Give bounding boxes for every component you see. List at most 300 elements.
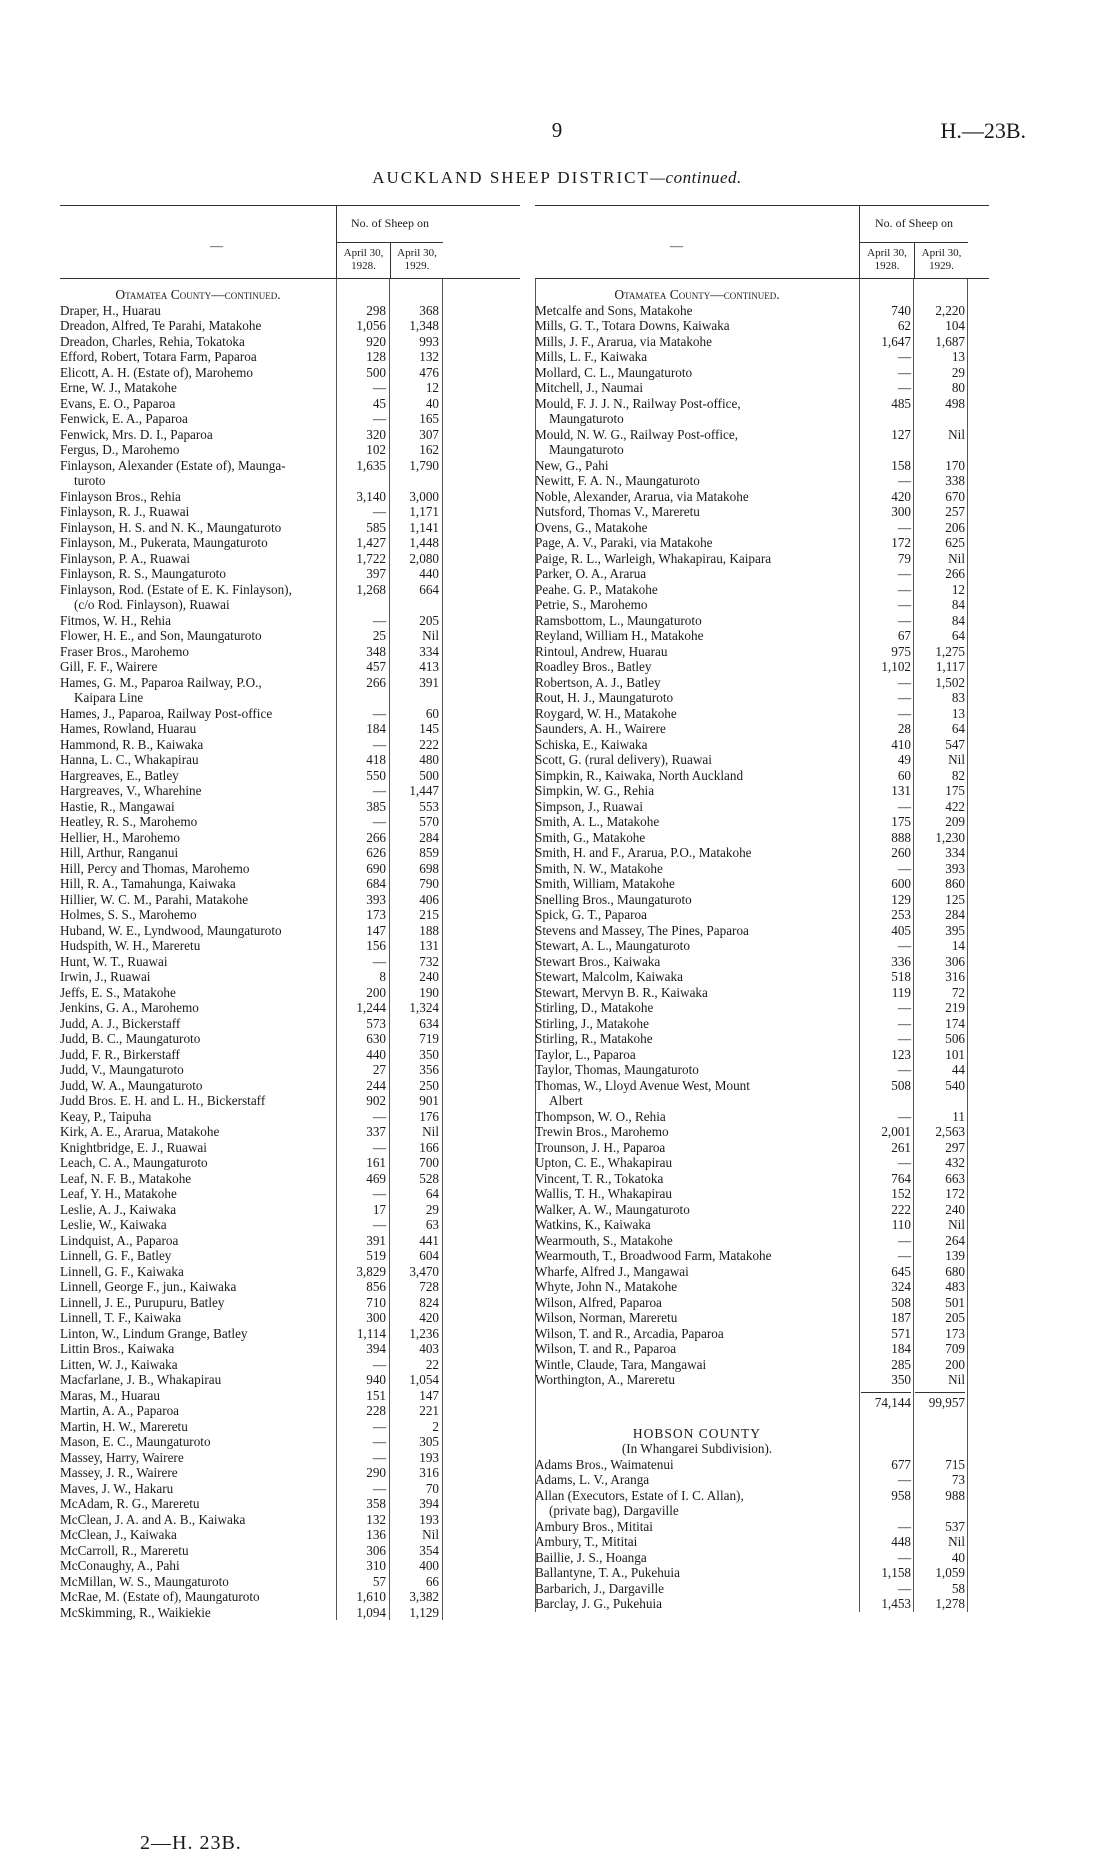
table-row <box>60 1217 520 1233</box>
table-row <box>535 535 989 551</box>
owner-name: Mitchell, J., Naumai <box>535 380 644 395</box>
sheep-1928: 385 <box>366 798 386 814</box>
sheep-1928: 585 <box>366 519 386 535</box>
sheep-1929: 3,000 <box>409 488 439 504</box>
sheep-1929: 528 <box>419 1170 439 1186</box>
table-row <box>535 1264 989 1280</box>
table-row <box>60 1605 520 1621</box>
sheep-1928: 110 <box>891 1217 911 1232</box>
owner-name: Leslie, W., Kaiwaka <box>60 1217 167 1232</box>
right-rows <box>535 303 989 1388</box>
owner-name: Hammond, R. B., Kaiwaka <box>60 736 204 752</box>
owner-name: Kaipara Line <box>74 690 144 705</box>
sheep-1929: 403 <box>419 1341 439 1356</box>
sheep-1928: 127 <box>891 426 911 442</box>
owner-name: Rintoul, Andrew, Huarau <box>535 643 668 659</box>
owner-name: Heatley, R. S., Marohemo <box>60 814 198 829</box>
owner-name: Stewart, Mervyn B. R., Kaiwaka <box>535 984 708 1000</box>
table-row <box>535 1326 989 1342</box>
owner-name: Vincent, T. R., Tokatoka <box>535 1170 664 1186</box>
table-row <box>535 1372 989 1388</box>
right-table-body <box>535 279 989 1612</box>
table-row <box>60 954 520 970</box>
table-row <box>60 1031 520 1047</box>
table-row <box>535 892 989 908</box>
table-row <box>535 473 989 489</box>
sheep-1928: — <box>897 1472 911 1487</box>
table-row <box>535 830 989 846</box>
sheep-1928: 3,140 <box>356 488 386 504</box>
owner-name: Trounson, J. H., Paparoa <box>535 1139 666 1155</box>
sheep-1929: 307 <box>419 426 439 442</box>
owner-name: Parker, O. A., Ararua <box>535 566 647 581</box>
sheep-1928: 60 <box>897 767 911 783</box>
sheep-1929: 334 <box>945 845 965 860</box>
owner-name: Simpkin, W. G., Rehia <box>535 783 655 798</box>
owner-name: Wallis, T. H., Whakapirau <box>535 1186 673 1201</box>
sheep-1928: 975 <box>891 643 911 659</box>
table-row <box>535 1078 989 1094</box>
sheep-1929: 64 <box>951 628 965 643</box>
sheep-1929: 824 <box>419 1294 439 1310</box>
sheep-1928: 1,268 <box>356 581 386 597</box>
owner-name: Upton, C. E., Whakapirau <box>535 1155 673 1170</box>
table-row <box>535 690 989 706</box>
sheep-1928: 161 <box>366 1155 386 1170</box>
sheep-1928: — <box>897 1062 911 1077</box>
owner-name: Ambury Bros., Mititai <box>535 1518 653 1534</box>
owner-name: Gill, F. F., Wairere <box>60 659 158 674</box>
sheep-1929: 2,563 <box>935 1124 965 1139</box>
sheep-1929: 476 <box>419 364 439 380</box>
table-row <box>60 365 520 381</box>
table-row <box>60 1093 520 1109</box>
owner-name: Adams Bros., Waimatenui <box>535 1456 674 1472</box>
table-row <box>60 938 520 954</box>
table-row <box>60 520 520 536</box>
sheep-1928: 440 <box>366 1046 386 1062</box>
sheep-1929: 63 <box>425 1217 439 1232</box>
owner-name: Mills, L. F., Kaiwaka <box>535 349 648 364</box>
sheep-1929: 174 <box>945 1015 965 1031</box>
sheep-1928: 57 <box>372 1573 386 1589</box>
owner-name: Judd, B. C., Maungaturoto <box>60 1031 201 1046</box>
table-row <box>60 659 520 675</box>
sheep-1928: 420 <box>891 488 911 504</box>
sheep-1928: 131 <box>891 783 911 798</box>
owner-name: turoto <box>74 473 106 488</box>
owner-name: Finlayson, Rod. (Estate of E. K. Finlayson), <box>60 581 292 597</box>
table-row <box>60 597 520 613</box>
owner-name: Finlayson Bros., Rehia <box>60 488 181 504</box>
sheep-1928: — <box>372 1186 386 1201</box>
sheep-1928: 457 <box>366 659 386 674</box>
owner-name: Taylor, Thomas, Maungaturoto <box>535 1062 699 1077</box>
owner-name: Ramsbottom, L., Maungaturoto <box>535 612 702 628</box>
owner-name: Baillie, J. S., Hoanga <box>535 1549 647 1565</box>
table-row <box>60 892 520 908</box>
table-row <box>60 566 520 582</box>
county-heading-hobson: HOBSON COUNTY <box>632 1425 762 1441</box>
owner-name: Mollard, C. L., Maungaturoto <box>535 364 693 380</box>
sheep-1929: 1,502 <box>935 674 965 690</box>
sheep-1929: 2,220 <box>935 302 965 318</box>
table-row <box>60 1481 520 1497</box>
table-row <box>535 303 989 319</box>
owner-name: Linnell, G. F., Batley <box>60 1248 172 1263</box>
owner-name: Irwin, J., Ruawai <box>60 969 151 984</box>
table-row <box>535 845 989 861</box>
owner-name: Hanna, L. C., Whakapirau <box>60 752 199 767</box>
owner-name: Stirling, R., Matakohe <box>535 1031 653 1046</box>
sheep-1929: 670 <box>945 488 965 504</box>
owner-name: Dreadon, Alfred, Te Parahi, Matakohe <box>60 318 262 333</box>
table-row <box>60 1062 520 1078</box>
owner-name: Maungaturoto <box>549 442 624 457</box>
owner-name: Hill, Percy and Thomas, Marohemo <box>60 860 250 876</box>
owner-name: Ambury, T., Mititai <box>535 1534 638 1549</box>
sheep-1928: 290 <box>366 1465 386 1480</box>
owner-name: Finlayson, R. S., Maungaturoto <box>60 566 226 581</box>
sheep-1929: 625 <box>945 535 965 550</box>
table-row <box>535 969 989 985</box>
sheep-1928: 391 <box>366 1232 386 1248</box>
sheep-1928: — <box>897 1549 911 1565</box>
sheep-1929: 570 <box>419 814 439 829</box>
table-row <box>535 1047 989 1063</box>
owner-name: Leaf, Y. H., Matakohe <box>60 1186 177 1201</box>
sheep-1928: — <box>897 597 911 612</box>
owner-name: Wharfe, Alfred J., Mangawai <box>535 1263 689 1279</box>
table-row <box>535 985 989 1001</box>
sheep-1928: 418 <box>366 752 386 767</box>
sheep-1929: Nil <box>948 752 965 767</box>
table-row <box>60 1450 520 1466</box>
owner-name: Macfarlane, J. B., Whakapirau <box>60 1372 222 1387</box>
owner-name: Leaf, N. F. B., Matakohe <box>60 1170 192 1186</box>
table-row <box>60 1109 520 1125</box>
table-row <box>535 442 989 458</box>
sheep-1928: 152 <box>891 1186 911 1201</box>
header-col-1928: April 30, 1928. <box>867 247 907 272</box>
table-row <box>535 458 989 474</box>
owner-name: McClean, J. A. and A. B., Kaiwaka <box>60 1511 246 1527</box>
sheep-1929: 131 <box>419 938 439 953</box>
owner-name: McSkimming, R., Waikiekie <box>60 1604 211 1620</box>
left-rows <box>60 303 520 1621</box>
owner-name: Adams, L. V., Aranga <box>535 1472 650 1487</box>
table-row <box>535 1488 989 1504</box>
table-row <box>60 1589 520 1605</box>
owner-name: McRae, M. (Estate of), Maungaturoto <box>60 1589 260 1604</box>
sheep-1928: 62 <box>897 318 911 333</box>
sheep-1929: 1,171 <box>409 504 439 519</box>
owner-name: Walker, A. W., Maungaturoto <box>535 1201 690 1217</box>
table-row <box>535 1000 989 1016</box>
owner-name: Worthington, A., Mareretu <box>535 1372 675 1387</box>
sheep-1929: 200 <box>945 1356 965 1372</box>
owner-name: Leach, C. A., Maungaturoto <box>60 1155 208 1170</box>
owner-name: Huband, W. E., Lyndwood, Maungaturoto <box>60 922 282 938</box>
sheep-1928: — <box>897 1015 911 1031</box>
sheep-1928: — <box>897 1232 911 1248</box>
sheep-1928: — <box>897 581 911 597</box>
owner-name: Dreadon, Charles, Rehia, Tokatoka <box>60 333 245 349</box>
owner-name: Simpson, J., Ruawai <box>535 798 644 814</box>
table-row <box>535 1550 989 1566</box>
sheep-1929: 709 <box>945 1341 965 1356</box>
owner-name: Thompson, W. O., Rehia <box>535 1108 666 1124</box>
sheep-1928: — <box>372 736 386 752</box>
sheep-1929: 82 <box>951 767 965 783</box>
sheep-1928: 1,094 <box>356 1604 386 1620</box>
table-row <box>60 551 520 567</box>
table-row <box>60 1186 520 1202</box>
table-row <box>535 799 989 815</box>
sheep-1928: 8 <box>379 969 386 984</box>
header-dash: — <box>670 238 683 253</box>
owner-name: Allan (Executors, Estate of I. C. Allan), <box>535 1487 744 1503</box>
table-row <box>535 768 989 784</box>
owner-name: Draper, H., Huarau <box>60 302 161 318</box>
sheep-1928: 172 <box>891 535 911 550</box>
table-row <box>535 1295 989 1311</box>
owner-name: Smith, A. L., Matakohe <box>535 814 660 829</box>
table-row <box>535 628 989 644</box>
owner-name: Nutsford, Thomas V., Mareretu <box>535 504 700 519</box>
sheep-1929: Nil <box>948 550 965 566</box>
sheep-1929: 188 <box>419 922 439 938</box>
sheep-1928: 156 <box>366 938 386 953</box>
sheep-1929: Nil <box>948 1372 965 1387</box>
sheep-1929: 1,447 <box>409 783 439 798</box>
header-col-1929: April 30, 1929. <box>914 243 968 278</box>
sheep-1928: 508 <box>891 1294 911 1310</box>
sheep-1929: 101 <box>945 1046 965 1062</box>
sheep-1928: — <box>372 705 386 721</box>
sheep-1929: 84 <box>951 597 965 612</box>
table-row <box>60 675 520 691</box>
owner-name: Linnell, George F., jun., Kaiwaka <box>60 1279 237 1294</box>
table-row <box>60 1248 520 1264</box>
sheep-1929: Nil <box>948 1534 965 1549</box>
table-row <box>60 1016 520 1032</box>
table-row <box>535 1534 989 1550</box>
table-row <box>535 1062 989 1078</box>
sheep-1928: — <box>897 612 911 628</box>
sheep-1928: — <box>372 1217 386 1232</box>
owner-name: Wilson, T. and R., Paparoa <box>535 1341 677 1356</box>
sheep-1928: 28 <box>897 721 911 736</box>
sheep-1929: 719 <box>419 1031 439 1046</box>
sheep-1929: 1,687 <box>935 333 965 349</box>
sheep-1929: 350 <box>419 1046 439 1062</box>
table-row <box>535 1341 989 1357</box>
table-row <box>60 861 520 877</box>
sheep-1928: 136 <box>366 1527 386 1542</box>
table-row <box>60 752 520 768</box>
sheep-1929: 60 <box>425 705 439 721</box>
owner-name: Smith, N. W., Matakohe <box>535 860 663 876</box>
sheep-1928: — <box>372 1480 386 1496</box>
document-reference: H.—23B. <box>940 118 1026 143</box>
sheep-1929: 40 <box>425 395 439 411</box>
sheep-1928: 485 <box>891 395 911 411</box>
sheep-1929: 506 <box>945 1031 965 1046</box>
table-row <box>535 1171 989 1187</box>
sheep-1929: 547 <box>945 736 965 752</box>
table-row <box>535 1217 989 1233</box>
table-row <box>60 442 520 458</box>
sheep-1928: — <box>897 690 911 705</box>
table-row <box>60 535 520 551</box>
owner-name: Roadley Bros., Batley <box>535 659 652 674</box>
owner-name: Flower, H. E., and Son, Maungaturoto <box>60 628 262 643</box>
owner-name: Judd, A. J., Bickerstaff <box>60 1015 181 1031</box>
sheep-1929: 193 <box>419 1511 439 1527</box>
table-row <box>535 504 989 520</box>
sheep-1929: 215 <box>419 907 439 922</box>
sheep-1928: 184 <box>891 1341 911 1356</box>
sheep-1928: 1,722 <box>356 550 386 566</box>
owner-name: Scott, G. (rural delivery), Ruawai <box>535 752 712 767</box>
owner-name: Litten, W. J., Kaiwaka <box>60 1356 178 1372</box>
sheep-1928: 397 <box>366 566 386 581</box>
county-heading: Otamatea County—continued. <box>614 287 780 302</box>
sheep-1929: 284 <box>419 829 439 845</box>
sheep-1929: 22 <box>425 1356 439 1372</box>
table-row <box>60 318 520 334</box>
table-row <box>60 1512 520 1528</box>
table-row <box>535 1565 989 1581</box>
owner-name: Kirk, A. E., Ararua, Matakohe <box>60 1124 220 1139</box>
owner-name: (c/o Rod. Finlayson), Ruawai <box>74 597 230 612</box>
table-row <box>60 1574 520 1590</box>
sheep-1929: 64 <box>951 721 965 736</box>
owner-name: Hames, Rowland, Huarau <box>60 721 197 736</box>
sheep-1928: 920 <box>366 333 386 349</box>
sheep-1928: — <box>372 1139 386 1155</box>
owner-name: Finlayson, P. A., Ruawai <box>60 550 191 566</box>
owner-name: Leslie, A. J., Kaiwaka <box>60 1201 177 1217</box>
owner-name: Martin, A. A., Paparoa <box>60 1403 180 1418</box>
sheep-1928: 266 <box>366 829 386 845</box>
sheep-1928: 958 <box>891 1487 911 1503</box>
sheep-1928: 630 <box>366 1031 386 1046</box>
sheep-1928: 1,114 <box>356 1325 386 1341</box>
sheep-1929: 80 <box>951 380 965 395</box>
sheep-1929: 240 <box>419 969 439 984</box>
sheep-1929: 73 <box>951 1472 965 1487</box>
sheep-count-header <box>859 206 968 278</box>
table-row <box>60 644 520 660</box>
owner-name: Holmes, S. S., Marohemo <box>60 907 197 922</box>
sheep-1928: — <box>897 1248 911 1263</box>
owner-name: Fraser Bros., Marohemo <box>60 643 189 659</box>
sheep-1928: — <box>372 1418 386 1434</box>
sheep-1929: 338 <box>945 473 965 488</box>
sheep-1929: 540 <box>945 1077 965 1093</box>
table-row <box>60 1000 520 1016</box>
table-row <box>60 845 520 861</box>
sheep-1929: 40 <box>951 1549 965 1565</box>
table-row <box>60 907 520 923</box>
sheep-1929: 501 <box>945 1294 965 1310</box>
sheep-1929: 193 <box>419 1449 439 1465</box>
sheep-1929: 205 <box>945 1310 965 1325</box>
table-row <box>535 1093 989 1109</box>
sheep-1929: Nil <box>422 628 439 643</box>
sheep-1928: 571 <box>891 1325 911 1341</box>
owner-name: Barbarich, J., Dargaville <box>535 1580 665 1596</box>
sheep-1928: 132 <box>366 1511 386 1527</box>
owner-name: Schiska, E., Kaiwaka <box>535 736 648 752</box>
sheep-1929: 663 <box>945 1170 965 1186</box>
sheep-1928: 684 <box>366 876 386 891</box>
table-row <box>60 1326 520 1342</box>
sheep-1928: — <box>897 1518 911 1534</box>
sheep-1929: 3,470 <box>409 1263 439 1279</box>
owner-name: Hill, R. A., Tamahunga, Kaiwaka <box>60 876 236 891</box>
sheep-1929: 139 <box>945 1248 965 1263</box>
sheep-1928: — <box>372 814 386 829</box>
owner-name: Massey, J. R., Wairere <box>60 1465 178 1480</box>
sheep-1928: 200 <box>366 984 386 1000</box>
sheep-1929: 393 <box>945 860 965 876</box>
sheep-1929: 190 <box>419 984 439 1000</box>
table-row <box>535 318 989 334</box>
sheep-1929: 257 <box>945 504 965 519</box>
page-title <box>0 168 1114 188</box>
sheep-1929: 440 <box>419 566 439 581</box>
owner-name: Wilson, Norman, Mareretu <box>535 1310 678 1325</box>
sheep-1929: 58 <box>951 1580 965 1596</box>
table-row <box>535 597 989 613</box>
sheep-1928: 320 <box>366 426 386 442</box>
owner-name: Efford, Robert, Totara Farm, Paparoa <box>60 349 257 364</box>
sheep-1929: Nil <box>422 1124 439 1139</box>
table-row <box>535 907 989 923</box>
owner-name: Mason, E. C., Maungaturoto <box>60 1434 211 1449</box>
sheep-1929: 356 <box>419 1062 439 1077</box>
sheep-1928: 348 <box>366 643 386 659</box>
owner-name: Metcalfe and Sons, Matakohe <box>535 302 693 318</box>
sheep-1928: 518 <box>891 969 911 984</box>
sheep-1929: 1,117 <box>935 659 965 674</box>
sheep-1929: 1,141 <box>409 519 439 535</box>
sheep-1929: 297 <box>945 1139 965 1155</box>
sheep-1929: 480 <box>419 752 439 767</box>
sheep-1928: 300 <box>366 1310 386 1325</box>
table-row <box>535 752 989 768</box>
owner-name: Hames, J., Paparoa, Railway Post-office <box>60 705 273 721</box>
table-row <box>60 783 520 799</box>
sheep-1928: — <box>372 1449 386 1465</box>
table-row <box>60 830 520 846</box>
table-row <box>60 814 520 830</box>
owner-name: Fergus, D., Marohemo <box>60 442 180 457</box>
sheep-1928: 508 <box>891 1077 911 1093</box>
sheep-1929: 13 <box>951 705 965 721</box>
header-col-1928: April 30, 1928. <box>343 247 384 272</box>
owner-name: Wintle, Claude, Tara, Mangawai <box>535 1356 707 1372</box>
sheep-1929: 219 <box>945 1000 965 1015</box>
sheep-1929: 240 <box>945 1201 965 1217</box>
table-row <box>535 1202 989 1218</box>
sheep-1928: — <box>897 473 911 488</box>
sheep-1929: 176 <box>419 1108 439 1124</box>
owner-name: Finlayson, R. J., Ruawai <box>60 504 190 519</box>
